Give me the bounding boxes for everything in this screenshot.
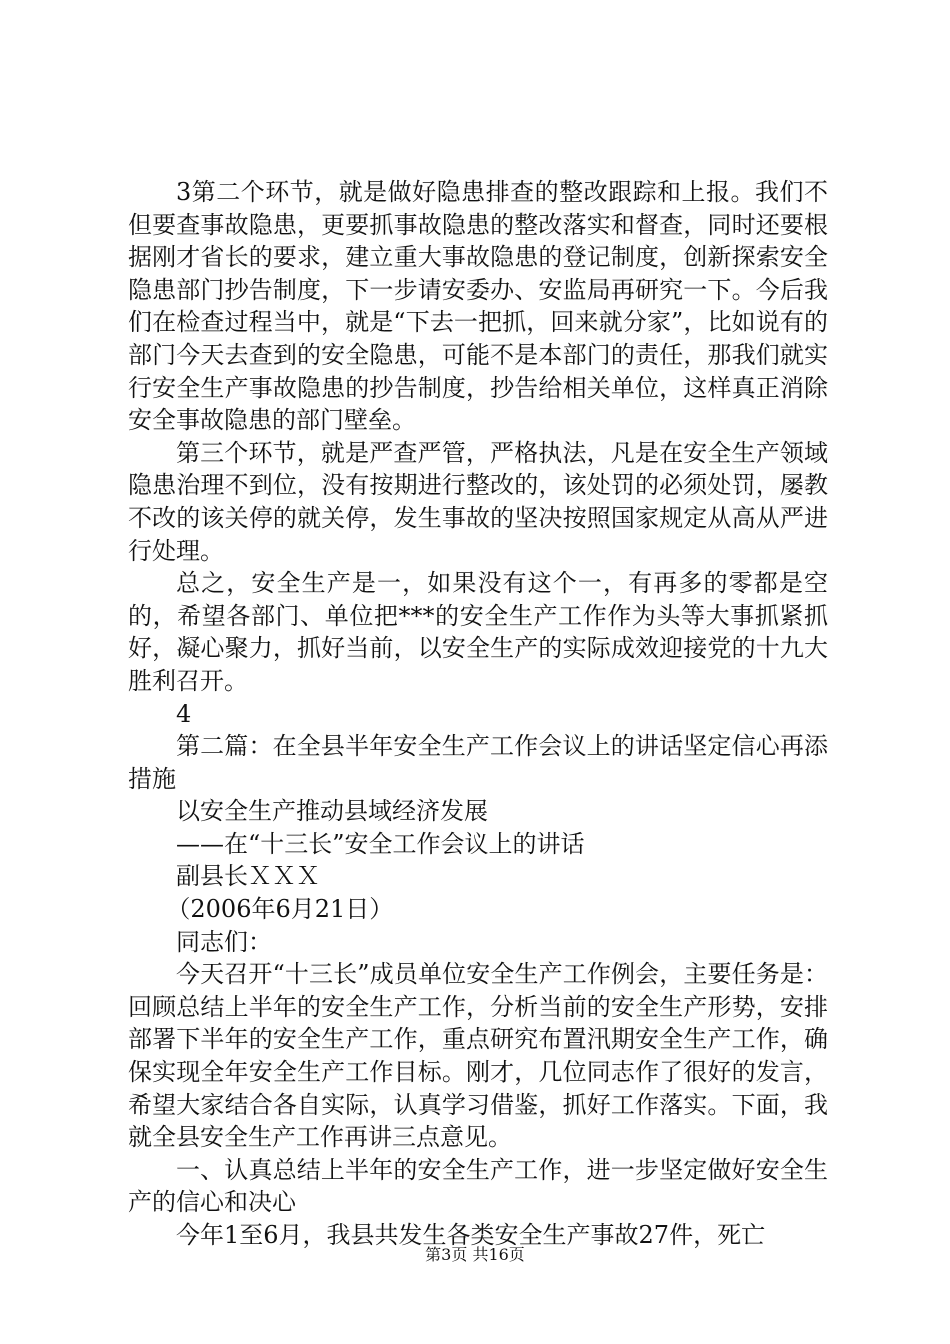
paragraph-second-step: 3第二个环节，就是做好隐患排查的整改跟踪和上报。我们不但要查事故隐患，更要抓事故隐患的整改落实和督查，同时还要根据刚才省长的要求，建立重大事故隐患的登记制度，创新探索安全隐患部门抄告制度，下一步请安委办、安监局再研究一下。今后我们在检查过程当中，就是“下去一把抓，回来就分家”，比如说有的部门今天去查到的安全隐患，可能不是本部门的责任，那我们就实行安全生产事故隐患的抄告制度，抄告给相关单位，这样真正消除安全事故隐患的部门壁垒。 bbox=[128, 178, 828, 435]
paragraph-opening: 今天召开“十三长”成员单位安全生产工作例会，主要任务是：回顾总结上半年的安全生产工作，分析当前的安全生产形势，安排部署下半年的安全生产工作，重点研究布置汛期安全生产工作，确保实现全年安全生产工作目标。刚才，几位同志作了很好的发言，希望大家结合各自实际，认真学习借鉴，抓好工作落实。下面，我就全县安全生产工作再讲三点意见。 bbox=[128, 960, 828, 1152]
section-heading-one: 一、认真总结上半年的安全生产工作，进一步坚定做好安全生产的信心和决心 bbox=[128, 1155, 828, 1217]
speech-date: （2006年6月21日） bbox=[166, 895, 394, 924]
article-subtitle: ——在“十三长”安全工作会议上的讲话 bbox=[176, 829, 585, 858]
article-title: 以安全生产推动县域经济发展 bbox=[176, 797, 488, 826]
document-body bbox=[128, 176, 828, 1252]
paragraph-conclusion: 总之，安全生产是一，如果没有这个一，有再多的零都是空的，希望各部门、单位把***的安全生产工作作为头等大事抓紧抓好，凝心聚力，抓好当前，以安全生产的实际成效迎接党的十九大胜利召开。 bbox=[128, 569, 828, 695]
section-number: 4 bbox=[176, 699, 192, 728]
article-heading: 第二篇：在全县半年安全生产工作会议上的讲话坚定信心再添措施 bbox=[128, 732, 828, 793]
paragraph-third-step: 第三个环节，就是严查严管，严格执法，凡是在安全生产领域隐患治理不到位，没有按期进行整改的，该处罚的必须处罚，屡教不改的该关停的就关停，发生事故的坚决按照国家规定从高从严进行处理。 bbox=[128, 438, 828, 565]
speaker-name: 副县长ＸＸＸ bbox=[176, 862, 320, 891]
page-footer: 第3页 共16页 bbox=[425, 1245, 525, 1264]
paragraph-statistics: 今年1至6月，我县共发生各类安全生产事故27件，死亡 bbox=[176, 1221, 766, 1249]
salutation: 同志们： bbox=[176, 927, 272, 956]
